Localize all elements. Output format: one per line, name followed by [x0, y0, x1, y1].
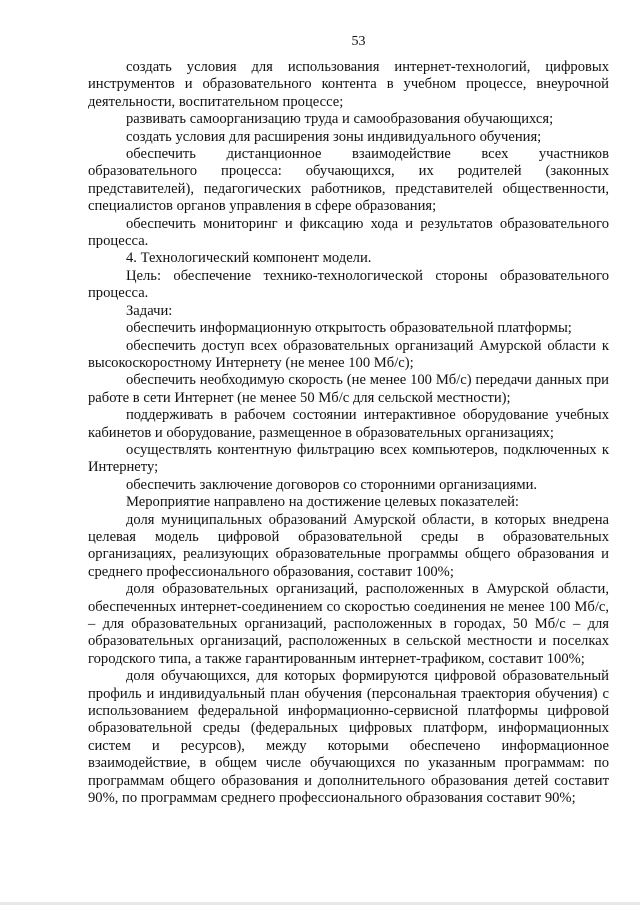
paragraph: доля образовательных организаций, расположенных в Амурской области, обеспеченных интернет-соединением со скоростью соединения не менее 100 Мб/с, – для образовательных организаций, расположенных в городах, 50 Мб/с – для образовательных организаций, расположенных в сельской местности и поселках городского типа, а также гарантированным интернет-трафиком, составит 100%;: [88, 581, 609, 667]
paragraph: обеспечить заключение договоров со сторонними организациями.: [126, 476, 538, 493]
paragraph: развивать самоорганизацию труда и самообразования обучающихся;: [126, 111, 554, 128]
paragraph: доля обучающихся, для которых формируются цифровой образовательный профиль и индивидуальный план обучения (персональная траектория обучения) с использованием федеральной информационно-сервисной платформы цифровой образовательной среды (федеральных цифровых платформ, информационных систем и ресурсов), между которыми обеспечено информационное взаимодействие, в общем числе обучающихся по указанным программам: по программам общего образования и дополнительного образования детей составит 90%, по программам среднего профессионального образования составит 90%;: [88, 668, 609, 807]
paragraph: создать условия для расширения зоны индивидуального обучения;: [126, 128, 542, 145]
page-number: 53: [351, 34, 366, 49]
paragraph: обеспечить необходимую скорость (не менее 100 Мб/с) передачи данных при работе в сети Интернет (не менее 50 Мб/с для сельской местности);: [88, 372, 609, 406]
paragraph: обеспечить мониторинг и фиксацию хода и результатов образовательного процесса.: [88, 215, 609, 250]
paragraph: обеспечить информационную открытость образовательной платформы;: [126, 320, 572, 337]
document-body: [88, 59, 609, 807]
paragraph: обеспечить дистанционное взаимодействие всех участников образовательного процесса: обучающихся, их родителей (законных представителей), педагогических работников, представителей общественности, специалистов органов управления в сфере образования;: [88, 146, 609, 215]
paragraph: осуществлять контентную фильтрацию всех компьютеров, подключенных к Интернету;: [88, 441, 609, 476]
paragraph: обеспечить доступ всех образовательных организаций Амурской области к высокоскоростному Интернету (не менее 100 Мб/с);: [88, 337, 609, 371]
paragraph: поддерживать в рабочем состоянии интерактивное оборудование учебных кабинетов и оборудование, размещенное в образовательных организациях;: [88, 407, 609, 441]
paragraph: доля муниципальных образований Амурской области, в которых внедрена целевая модель цифровой образовательной среды в образовательных организациях, реализующих образовательные программы общего образования и среднего профессионального образования, составит 100%;: [88, 511, 609, 580]
paragraph: создать условия для использования интернет-технологий, цифровых инструментов и образовательного контента в учебном процессе, внеурочной деятельности, воспитательном процессе;: [88, 59, 609, 110]
goal-paragraph: Цель: обеспечение технико-технологической стороны образовательного процесса.: [88, 267, 609, 302]
tasks-label: Задачи:: [126, 302, 173, 319]
section-heading: 4. Технологический компонент модели.: [126, 250, 372, 267]
paragraph: Мероприятие направлено на достижение целевых показателей:: [126, 494, 519, 511]
